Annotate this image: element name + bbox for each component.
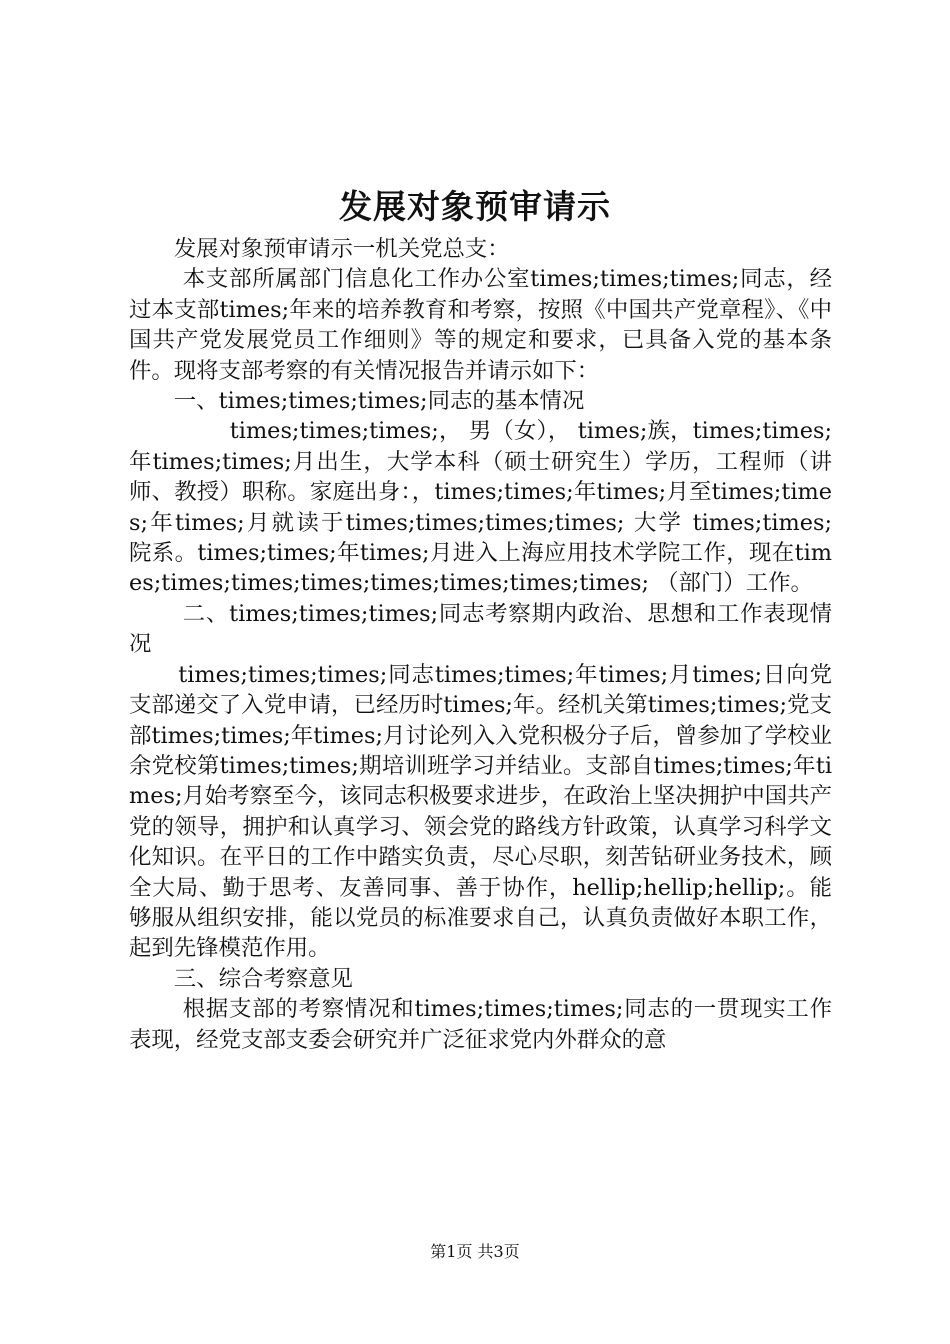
section-heading-1: 一、times;times;times;同志的基本情况 — [173, 388, 585, 415]
section-heading-3: 三、综合考察意见 — [173, 965, 353, 992]
paragraph-intro: 本支部所属部门信息化工作办公室times;times;times;同志，经过本支部times;年来的培养教育和考察，按照《中国共产党章程》、《中国共产党发展党员工作细则》等的规定和要求，已具备入党的基本条件。现将支部考察的有关情况报告并请示如下： — [129, 266, 832, 384]
section-heading-2: 二、times;times;times;同志考察期内政治、思想和工作表现情况 — [129, 600, 832, 658]
paragraph-opinion: 根据支部的考察情况和times;times;times;同志的一贯现实工作表现，经党支部支委会研究并广泛征求党内外群众的意 — [129, 996, 832, 1053]
document-title: 发展对象预审请示 — [339, 187, 611, 226]
page-footer: 第1页 共3页 — [430, 1242, 520, 1261]
document-body — [129, 234, 832, 1055]
paragraph-performance: times;times;times;同志times;times;年times;月times;日向党支部递交了入党申请，已经历时times;年。经机关第times;times;党支部times;times;年times;月讨论列入入党积极分子后，曾参加了学校业余党校第times;times;期培训班学习并结业。支部自times;times;年times;月始考察至今，该同志积极要求进步，在政治上坚决拥护中国共产党的领导，拥护和认真学习、领会党的路线方针政策，认真学习科学文化知识。在平日的工作中踏实负责，尽心尽职，刻苦钻研业务技术，顾全大局、勤于思考、友善同事、善于协作，hellip;hellip;hellip;。能够服从组织安排，能以党员的标准要求自己，认真负责做好本职工作，起到先锋模范作用。 — [129, 661, 832, 962]
paragraph-salutation: 发展对象预审请示一机关党总支： — [173, 236, 510, 262]
paragraph-basic-info: times;times;times;， 男（女）， times;族，times;times;年times;times;月出生，大学本科（硕士研究生）学历，工程师（讲师、教授）职称。家庭出身：，times;times;年times;月至times;times;年times;月就读于times;times;times;times; 大学 times;times; 院系。times;times;年times;月进入上海应用技术学院工作，现在times;times;times;times;times;times;times;times; （部门）工作。 — [129, 418, 832, 597]
